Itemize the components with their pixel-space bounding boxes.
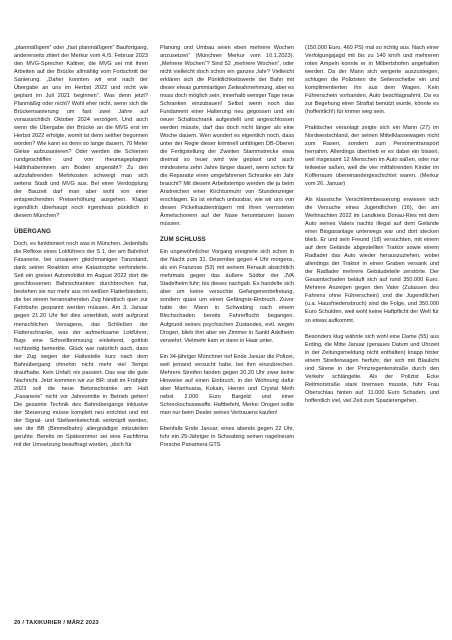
paragraph: Als klassische Verschlimmbesserung erwiesen sich die Versuche eines Jugendlichen (16), der am Weihnachten 2022 im Landkreis Donau-Ries mit dem Auto seines Vaters nachts illegal auf dem Gelände einer Biogasanlage unterwegs war und dort stecken blieb. Er und sein Freund (18) versuchten, mit einem auf dem Gelände abgestellten Traktor sowie einem Radlader das Auto wieder herauszuziehen, wobei allerdings der Traktor in einen Graben versank und der Radlader mehrere Gebäudeteile zerstörte. Der Gesamtschaden beläuft sich auf rund 350.000 Euro. Mehrere Anzeigen gegen den Vater (Zulassen des Fahrens ohne Führerschein) und die Jugendlichen (u.a. Hausfriedensbruch) sind die Folge, und 350.000 Euro Schulden, weil wohl keine Haftpflicht der Welt für so etwas aufkommt. bbox=[305, 197, 439, 324]
paragraph: Ein ungewöhnlicher Vorgang ereignete sich schon in der Nacht zum 31. Dezember gegen 4 Uhr morgens, als ein Franzose (53) mit seinem Renault absichtlich mehrmals gegen das äußere Südtor der JVA Stadelheim fuhr; bis dieses nachgab. Es handelte sich aber um keine versuchte Gefangenenbefreiung, sondern quasi um einen Gefängnis-Einbruch. Zuvor hatte der Mann in Schwabing nach einem Blechschaden bereits Fahrerflucht begangen. Aufgrund seines psychischen Zustandes, evtl. wegen Drogen, blieb ihm aber ein Zimmer in Sankt Adelheim verwehrt. Vielmehr kam er dann in Haar unter. bbox=[160, 249, 294, 344]
paragraph: Ein 34-jähriger Münchner rief Ende Januar die Polizei, weil jemand versucht habe, bei ihm einzubrechen. Mehrere Streifen fanden gegen 20.20 Uhr zwar keine Hinweise auf einen Einbruch, in der Wohnung dafür aber Marihuana, Kokain, Heroin und Crystal Meth nebst 2.000 Euro Bargeld und einer Schreckschusswaffe. Haftbefehl, Merke: Drogen sollte man nur beim Dealer seines Vertrauens kaufen! bbox=[160, 353, 294, 416]
paragraph: Besonders klug wähnte sich wohl eine Dame (55) aus Erding, die Mitte Januar (genaues Datum und Uhrzeit in der Zeitungsmeldung nicht enthalten) knapp hinter einem Streifenwagen herfuhr, der sich mit Blaulicht und Sirene in der Prinzregentenstraße durch den Verkehr schlängelte. Als der Polizist Ecke Reitmorstraße stark bremsen musste, fuhr Frau Oberschlau hinten auf. 11.000 Euro Schaden, und hoffentlich viel, viel Zeit zum Spazierengehen. bbox=[305, 333, 439, 404]
text-column-1 bbox=[14, 44, 148, 449]
paragraph: Praktischer veranlagt zeigte sich ein Mann (27) im Nordwestschland, der seinen Mittelklassewagen nicht zum Rasen, sondern zum Personentransport hernahm. Allerdings übertrieb er es dabei ein bisserl, weil insgesamt 12 Menschen im Auto saßen, oder nur teilweise saßen, weil die vier mitfahrenden Kinder im Kofferraum übereinandergeschichtet waren. (Merkur vom 26. Januar) bbox=[305, 125, 439, 188]
paragraph: Ebenfalls Ende Januar, eines abends gegen 22 Uhr, fuhr ein 25-Jähriger in Schwabing seinen nagelneuen Porsche Panamera GTS bbox=[160, 425, 294, 448]
page-footer: 20 / TAXIKURIER / MÄRZ 2023 bbox=[14, 620, 99, 626]
section-heading: ZUM SCHLUSS bbox=[160, 236, 206, 244]
paragraph: „planmäßigem“ oder „fast planmäßigem“ Baufortgang, andererseits zitiert der Merkur vom 4./5. Februar 2023 den MVG-Sprecher Kaltner, die MVG sei mit ihren Arbeiten auf der Brücke allmählig vom Fortschritt der Sanierung. „Daher konnten wir erst nach der Übergabe an uns im Herbst 2022 und nicht wie geplant im Juli 2021 beginnen“. Was denn jetzt? Planmäßig oder nicht? Wohl eher nicht, wenn sich die Brückensanierung um fast zwei Jahre auf voraussichtlich Oktober 2024 verzögert. Und auch wenn die Übergabe der Brücke an die MVG erst im Herbst 2022 erfolgte, womit ist denn seither begonnen worden? Wie kann es denn so lange dauern, 70 Meter Gleise aufzusanieren? Oder werden die Schienen rundgeschliffen und von rheumageplagten Haltinhaberinnen am Boden angenäht? Zu den aufzufahrenden Mehrkosten schweigt man sich seitens Stadt und MVG aus. Bei einer Verdopplung der Bauzeit darf man aber wohl von einer entsprechenden Preiserhöhung ausgehen. Klappt irgendlich überhaupt noch irgendwas pünktlich in diesem München? bbox=[14, 45, 148, 220]
paragraph: Planung und Umbau seien eben mehrere Wochen anzusetzen“ (Münchner Merkur vom 10.1.2023). „Mehrere Wochen“? Sind 52 „mehrere Wochen“, oder nicht vielleicht doch schon ein ganzes Jahr? Vielleicht erklären sich die Pünktlichkeitswerte der Bahn mit dieser etwas gummiartigen Zeitwahrnehmung, aber es muss doch möglich sein, innerhalb weniger Tage neue Schranken einzubauen! Selbst wenn noch das Fundament einer Halterung neu gegossen und ein neuer Schaltschrank aufgestellt und angeschlossen werden müsste, darf das doch nicht länger als eine Woche dauern. Wen wundert es eigentlich noch, dass unter der Regie dieser kriminell unfähigen DB-Oberen die Fertigstellung der Zweiten Stammstrecke etwa dreimal so teuer wird wie geplant und auch mindestens zehn Jahre länger dauert, wenn schon für die Reparatur einer umgefahrenen Schranke ein Jahr braucht? Mit diesem Arbeitstempo werden die ja beim Anstreichen einer Kirchturmuhr von Stundenzeiger erschlagen. Es ist einfach unfassbar, wie wir uns von diesen Pickelhaubenträgern mit ihren verrosteten Ärmelschonern auf der Nase herumtanzen lassen müssen. bbox=[160, 45, 294, 228]
section-heading: ÜBERGANG bbox=[14, 228, 51, 236]
paragraph: Doch, es funktioniert noch was in München. Jedenfalls die Reflexe eines Lokführers der S 1, der am Bahnhof Fasanerie, bei unsanem gleichmanigen Tanzstand, dank seiner Reaktion eine Katastrophe verhinderte. Seit ein greiser Automobilist im August 2022 dort die geschlossenen Bahnschranken durchbrochen hat, bestehen sie nur mehr aus rot-weißen Flatterbändern, die bei einem herannahenden Zug händisch quer zur Fahrbahn gespannt werden müssen. Am 3. Januar gegen 21.20 Uhr fiel dies unterblieb, wohl aufgrund menschlichen Versagens, das Schließen der Flatterschranke, was der aufmerksame Lokführer, flugs eine Schnellbremsung einleitend, gottlob rechtzeitig bemerkte. Glück war natürlich auch, dass der Zug wegen der Haltestelle kurz nach dem Bahnübergang ohnehin nicht mehr viel Tempo draufhatte. Kein Unfall; nix passiert. Das war die gute Nachricht. Jetzt kommen wir zur BR: statt im Frühjahr 2023 soll die neue Betonschranke am Halt „Fasanerie“ nicht vor Jahresmitte in Betrieb gehen! Die gesamte Technik des Bahnübergangs inklusive der Steuerung müsse komplett neu errichtet und mit der Signal- und Stellwerkstechnik verknüpft werden, wie die BB (Bimmelbahn) allergnädigst mitzuteilen geruhte. Bereits im Spätsommer sei eine Fachfirma mit der Umsetzung beauftragt worden, „doch für bbox=[14, 241, 148, 448]
paragraph: (150.000 Euro, 460 PS) mal so richtig aus. Nach einer Verfolgungsjagd mit bis zu 140 km/h und mehreren roten Ampeln konnte er in Milbertshofen angehalten werden. Da der Mann sich weigerte auszusteigen, schlugen die Polizisten die Seitenscheibe ein und komplimentierten ihn aus dem Wagen. Kein Führerschein vorhanden, Auto beschlagnahmt. Da es zur Begehung einer Straftat benützt wurde, könnte es (hoffentlich!) für immer weg sein. bbox=[305, 45, 439, 116]
text-column-2 bbox=[160, 44, 294, 449]
text-column-3 bbox=[305, 44, 439, 405]
